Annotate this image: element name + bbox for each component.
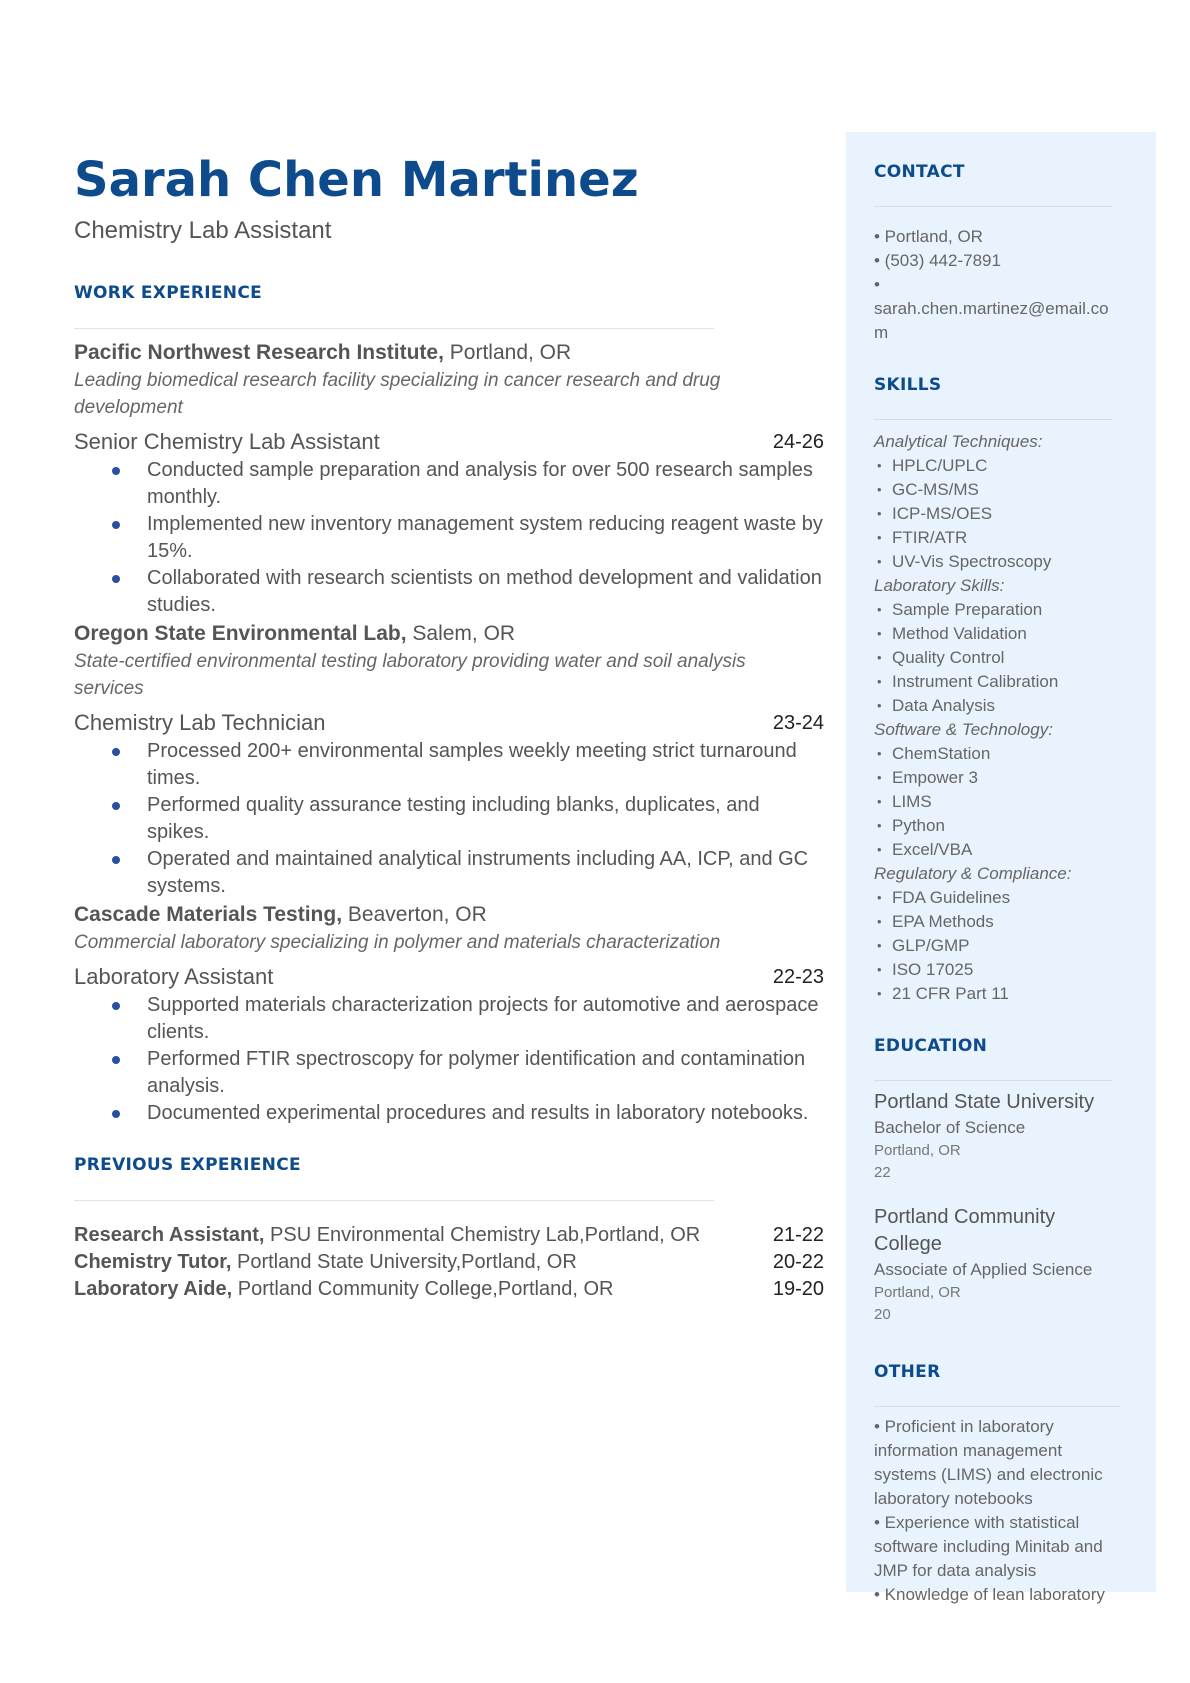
work-experience-heading: WORK EXPERIENCE [74,283,263,304]
bullet-item: Processed 200+ environmental samples weekly meeting strict turnaround times. [74,738,824,792]
company-name: Cascade Materials Testing, [74,903,343,927]
company-description: Leading biomedical research facility specializing in cancer research and drug development [74,370,721,419]
skill-item: • HPLC/UPLC [874,454,1136,478]
skill-item: • Excel/VBA [874,838,1136,862]
skills-heading: SKILLS [874,375,942,395]
education-location: Portland, OR [874,1284,961,1301]
skill-item: • GC-MS/MS [874,478,1136,502]
contact-email-bullet: • [874,275,880,294]
skill-item: • Empower 3 [874,766,1136,790]
skill-category: Analytical Techniques: [874,432,1043,451]
role-row [74,427,824,457]
company-location: Salem, OR [412,622,516,646]
skill-category: Software & Technology: [874,720,1053,739]
skill-group [874,862,1136,1006]
skill-item: • ICP-MS/OES [874,502,1136,526]
company-description: State-certified environmental testing laboratory providing water and soil analysis services [74,651,746,700]
skill-item: • Quality Control [874,646,1136,670]
previous-detail: PSU Environmental Chemistry Lab,Portland, OR [270,1224,701,1247]
role-row [74,708,824,738]
skill-item: • FTIR/ATR [874,526,1136,550]
company-name: Oregon State Environmental Lab, [74,622,407,646]
education-heading: EDUCATION [874,1036,988,1056]
bullet-item: Documented experimental procedures and results in laboratory notebooks. [74,1100,824,1127]
divider [874,419,1112,420]
other-heading: OTHER [874,1362,941,1382]
education-entry [874,1089,1136,1184]
company-line [74,900,834,929]
bullet-item: Supported materials characterization projects for automotive and aerospace clients. [74,992,824,1046]
previous-dates: 21-22 [772,1224,824,1247]
company-description: Commercial laboratory specializing in polymer and materials characterization [74,932,721,954]
other-item: • Proficient in laboratory information management systems (LIMS) and electronic laboratory notebooks [874,1417,1103,1508]
job-bullets [74,992,834,1127]
previous-item [74,1276,824,1303]
contact-phone: • (503) 442-7891 [874,251,1001,270]
job-role: Laboratory Assistant [74,964,274,990]
job-dates: 24-26 [772,431,824,454]
skill-item: • UV-Vis Spectroscopy [874,550,1136,574]
bullet-item: Operated and maintained analytical instruments including AA, ICP, and GC systems. [74,846,824,900]
company-line [74,338,834,367]
contact-location: • Portland, OR [874,227,983,246]
job-bullets [74,457,834,619]
previous-dates: 20-22 [772,1251,824,1274]
job-role: Chemistry Lab Technician [74,710,326,736]
previous-dates: 19-20 [772,1278,824,1301]
skill-category: Regulatory & Compliance: [874,864,1072,883]
company-location: Beaverton, OR [347,903,487,927]
bullet-item: Performed FTIR spectroscopy for polymer identification and contamination analysis. [74,1046,824,1100]
divider [874,1080,1112,1081]
contact-email-tail[interactable]: m [874,323,889,342]
job-role: Senior Chemistry Lab Assistant [74,429,380,455]
skill-item: • ChemStation [874,742,1136,766]
company-line [74,619,834,648]
role-row [74,962,824,992]
divider [74,1200,714,1201]
sidebar [846,132,1156,1604]
company-location: Portland, OR [449,341,572,365]
previous-detail: Portland State University,Portland, OR [237,1251,577,1274]
skill-group [874,574,1136,718]
skill-item: • Method Validation [874,622,1136,646]
skill-item: • ISO 17025 [874,958,1136,982]
skill-item: • Sample Preparation [874,598,1136,622]
previous-experience-heading: PREVIOUS EXPERIENCE [74,1155,301,1176]
previous-item [74,1222,824,1249]
education-location: Portland, OR [874,1142,961,1159]
job-bullets [74,738,834,900]
education-degree: Associate of Applied Science [874,1260,1093,1279]
sidebar-content [874,132,1136,1607]
bullet-item: Implemented new inventory management system reducing reagent waste by 15%. [74,511,824,565]
job-entry [74,619,834,900]
skill-item: • 21 CFR Part 11 [874,982,1136,1006]
divider [874,206,1112,207]
divider [874,1406,1120,1407]
bullet-item: Performed quality assurance testing including blanks, duplicates, and spikes. [74,792,824,846]
previous-role: Chemistry Tutor, [74,1251,232,1274]
candidate-name: Sarah Chen Martinez [74,152,639,208]
previous-item [74,1249,824,1276]
skill-item: • GLP/GMP [874,934,1136,958]
bullet-item: Collaborated with research scientists on method development and validation studies. [74,565,824,619]
company-name: Pacific Northwest Research Institute, [74,341,444,365]
skill-item: • EPA Methods [874,910,1136,934]
previous-role: Research Assistant, [74,1224,265,1247]
skill-category: Laboratory Skills: [874,576,1005,595]
education-school: Portland Community College [874,1206,1056,1255]
skill-item: • LIMS [874,790,1136,814]
other-item: • Knowledge of lean laboratory [874,1585,1105,1604]
education-year: 22 [874,1164,891,1181]
job-entry [74,900,834,1127]
previous-detail: Portland Community College,Portland, OR [237,1278,614,1301]
education-school: Portland State University [874,1091,1095,1113]
main-column [74,152,834,1303]
job-dates: 22-23 [772,966,824,989]
skill-item: • Instrument Calibration [874,670,1136,694]
job-dates: 23-24 [772,712,824,735]
candidate-title: Chemistry Lab Assistant [74,217,332,245]
skill-group [874,430,1136,574]
contact-email[interactable]: sarah.chen.martinez@email.co [874,299,1109,318]
education-entry [874,1204,1136,1326]
job-entry [74,338,834,619]
bullet-item: Conducted sample preparation and analysis for over 500 research samples monthly. [74,457,824,511]
skill-item: • Python [874,814,1136,838]
education-degree: Bachelor of Science [874,1118,1026,1137]
other-item: • Experience with statistical software including Minitab and JMP for data analysis [874,1513,1103,1580]
skill-item: • Data Analysis [874,694,1136,718]
previous-role: Laboratory Aide, [74,1278,233,1301]
contact-heading: CONTACT [874,162,965,182]
skill-item: • FDA Guidelines [874,886,1136,910]
skill-group [874,718,1136,862]
divider [74,328,714,329]
education-year: 20 [874,1306,891,1323]
